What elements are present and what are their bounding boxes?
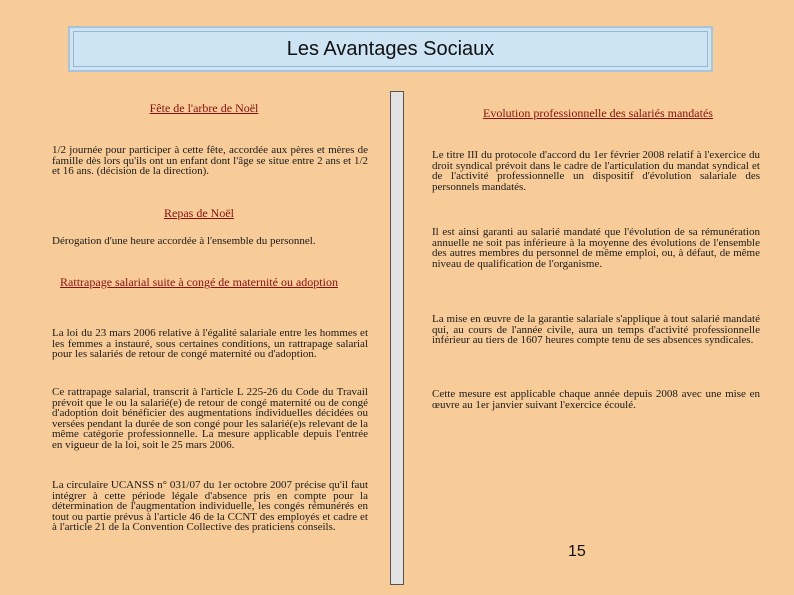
evolution-paragraph-1: Le titre III du protocole d'accord du 1er février 2008 relatif à l'exercice du droit syndical prévoit dans le cadre de l'articulation du mandat syndical et de l'activité professionnelle un dispositif d'évolution salariale des personnels mandatés.	[432, 149, 760, 193]
noel-heading: Fête de l'arbre de Noël	[149, 101, 259, 115]
rattrapage-paragraph-1: La loi du 23 mars 2006 relative à l'égalité salariale entre les hommes et les femmes a instauré, sous certaines conditions, un rattrapage salarial pour les salariés de retour de congé maternité ou d'adoption.	[52, 327, 368, 360]
repas-text: Dérogation d'une heure accordée à l'ensemble du personnel.	[52, 235, 316, 247]
evolution-paragraph-3: La mise en œuvre de la garantie salariale s'applique à tout salarié mandaté qui, au cours de l'année civile, aura un temps d'activité professionnelle inférieur au tiers de 1607 heures compte tenu de ses absences syndicales.	[432, 313, 760, 346]
evolution-paragraph-4: Cette mesure est applicable chaque année depuis 2008 avec une mise en œuvre au 1er janvier suivant l'exercice écoulé.	[432, 388, 760, 411]
evolution-paragraph-2: Il est ainsi garanti au salarié mandaté que l'évolution de sa rémunération annuelle ne soit pas inférieure à la moyenne des évolutions de l'ensemble des autres membres du personnel de même emploi, ou, à défaut, de même niveau de qualification de l'organisme.	[432, 226, 760, 270]
page-title: Les Avantages Sociaux	[73, 31, 708, 67]
rattrapage-paragraph-2: Ce rattrapage salarial, transcrit à l'article L 225-26 du Code du Travail prévoit que le ou la salarié(e) de retour de congé maternité ou de congé d'adoption doit bénéficier des augmentations individuelles décidées ou versées pendant la durée de son congé pour les salarié(e)s relevant de la même catégorie professionnelle. La mesure applicable depuis l'entrée en vigueur de la loi, soit le 25 mars 2006.	[52, 386, 368, 451]
page-number: 15	[568, 543, 586, 560]
column-divider	[390, 91, 404, 585]
rattrapage-heading: Rattrapage salarial suite à congé de maternité ou adoption	[60, 275, 338, 289]
title-banner	[68, 26, 713, 72]
noel-text: 1/2 journée pour participer à cette fête, accordée aux pères et mères de famille dès lors qu'ils ont un enfant dont l'âge se situe entre 2 ans et 1/2 et 16 ans. (décision de la direction).	[52, 144, 368, 177]
evolution-heading: Evolution professionnelle des salariés mandatés	[483, 106, 713, 120]
repas-heading: Repas de Noël	[164, 206, 234, 220]
rattrapage-paragraph-3: La circulaire UCANSS n° 031/07 du 1er octobre 2007 précise qu'il faut intégrer à cette période légale d'absence pris en compte pour la détermination de l'augmentation individuelle, les congés rémunérés en tout ou partie prévus à l'article 46 de la CCNT des employés et cadre et à l'article 21 de la Convention Collective des praticiens conseils.	[52, 479, 368, 533]
